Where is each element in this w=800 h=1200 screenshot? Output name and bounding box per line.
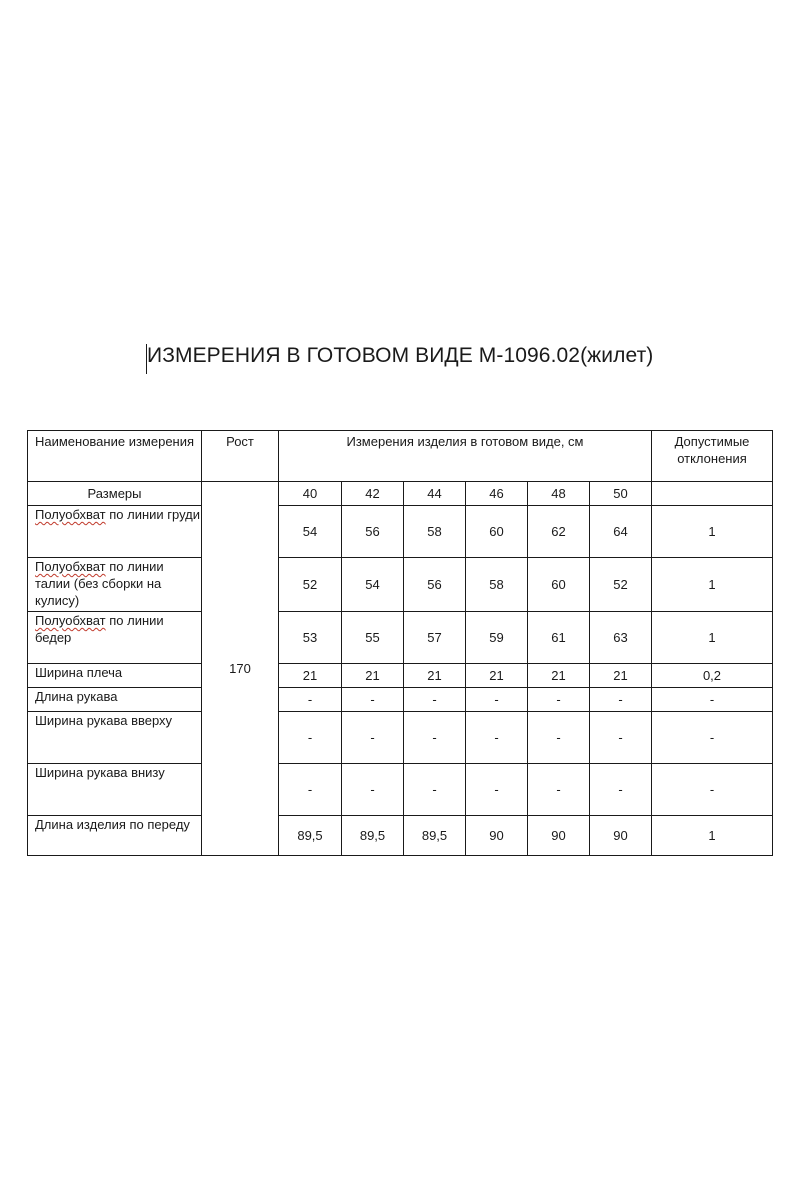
measurement-name-text: по линии груди	[105, 507, 201, 522]
tolerance-cell: 1	[652, 558, 773, 612]
measurement-name	[28, 688, 202, 712]
size-cell: 40	[279, 482, 342, 506]
tolerance-cell: 1	[652, 612, 773, 664]
value-cell: 89,5	[279, 816, 342, 856]
header-measurements: Измерения изделия в готовом виде, см	[279, 431, 652, 482]
value-cell: 63	[590, 612, 652, 664]
value-cell: -	[528, 688, 590, 712]
tolerance-cell: -	[652, 764, 773, 816]
value-cell: -	[404, 712, 466, 764]
value-cell: -	[279, 764, 342, 816]
header-tolerance: Допустимые отклонения	[652, 431, 773, 482]
tolerance-cell: 0,2	[652, 664, 773, 688]
table-row	[28, 688, 773, 712]
table-row	[28, 764, 773, 816]
value-cell: 60	[466, 506, 528, 558]
measurement-name	[28, 558, 202, 612]
value-cell: 52	[279, 558, 342, 612]
measurement-name-text: Ширина рукава вверху	[35, 713, 173, 728]
value-cell: -	[590, 764, 652, 816]
value-cell: 62	[528, 506, 590, 558]
value-cell: 54	[342, 558, 404, 612]
size-cell: 50	[590, 482, 652, 506]
value-cell: -	[342, 764, 404, 816]
value-cell: -	[466, 764, 528, 816]
header-row	[28, 431, 773, 482]
measurement-name-text: по линии бедер	[35, 613, 164, 645]
value-cell: 53	[279, 612, 342, 664]
value-cell: 56	[404, 558, 466, 612]
tolerance-empty	[652, 482, 773, 506]
measurement-name-text: Ширина плеча	[35, 665, 123, 680]
header-rost: Рост	[202, 431, 279, 482]
measurement-name	[28, 506, 202, 558]
table-row	[28, 712, 773, 764]
measurement-name-text: Длина изделия по переду	[35, 817, 190, 832]
value-cell: 60	[528, 558, 590, 612]
value-cell: 61	[528, 612, 590, 664]
page-title: ИЗМЕРЕНИЯ В ГОТОВОМ ВИДЕ М-1096.02(жилет)	[147, 344, 654, 367]
value-cell: -	[279, 688, 342, 712]
value-cell: 55	[342, 612, 404, 664]
value-cell: 21	[466, 664, 528, 688]
value-cell: -	[466, 688, 528, 712]
tolerance-cell: 1	[652, 506, 773, 558]
value-cell: -	[528, 764, 590, 816]
measurement-name	[28, 712, 202, 764]
value-cell: 58	[404, 506, 466, 558]
measurement-name	[28, 612, 202, 664]
value-cell: -	[342, 712, 404, 764]
tolerance-cell: 1	[652, 816, 773, 856]
rost-value: 170	[202, 482, 279, 856]
value-cell: 21	[279, 664, 342, 688]
table-row	[28, 506, 773, 558]
size-cell: 42	[342, 482, 404, 506]
table-row	[28, 558, 773, 612]
value-cell: 52	[590, 558, 652, 612]
value-cell: 21	[528, 664, 590, 688]
value-cell: 56	[342, 506, 404, 558]
table-row	[28, 664, 773, 688]
value-cell: 58	[466, 558, 528, 612]
tolerance-cell: -	[652, 688, 773, 712]
value-cell: 89,5	[342, 816, 404, 856]
size-cell: 48	[528, 482, 590, 506]
measurements-table	[27, 430, 773, 856]
value-cell: -	[590, 688, 652, 712]
spellcheck-word: Полуобхват	[35, 507, 106, 522]
value-cell: 57	[404, 612, 466, 664]
value-cell: 21	[342, 664, 404, 688]
spellcheck-word: Полуобхват	[35, 559, 106, 574]
value-cell: -	[404, 764, 466, 816]
value-cell: 21	[590, 664, 652, 688]
tolerance-cell: -	[652, 712, 773, 764]
measurement-name	[28, 764, 202, 816]
value-cell: -	[279, 712, 342, 764]
measurement-name-text: по линии талии (без сборки на кулису)	[35, 559, 164, 608]
value-cell: 90	[466, 816, 528, 856]
value-cell: 21	[404, 664, 466, 688]
value-cell: 64	[590, 506, 652, 558]
value-cell: -	[528, 712, 590, 764]
measurement-name-text: Ширина рукава внизу	[35, 765, 165, 780]
header-name: Наименование измерения	[28, 431, 202, 482]
table-row	[28, 612, 773, 664]
measurement-name	[28, 816, 202, 856]
size-cell: 46	[466, 482, 528, 506]
spellcheck-word: Полуобхват	[35, 613, 106, 628]
sizes-label: Размеры	[28, 482, 202, 506]
value-cell: -	[466, 712, 528, 764]
value-cell: 90	[528, 816, 590, 856]
measurement-name-text: Длина рукава	[35, 689, 118, 704]
value-cell: 59	[466, 612, 528, 664]
measurement-name	[28, 664, 202, 688]
value-cell: 90	[590, 816, 652, 856]
value-cell: 54	[279, 506, 342, 558]
table-row	[28, 816, 773, 856]
size-cell: 44	[404, 482, 466, 506]
value-cell: -	[342, 688, 404, 712]
value-cell: -	[404, 688, 466, 712]
sizes-row	[28, 482, 773, 506]
value-cell: 89,5	[404, 816, 466, 856]
value-cell: -	[590, 712, 652, 764]
